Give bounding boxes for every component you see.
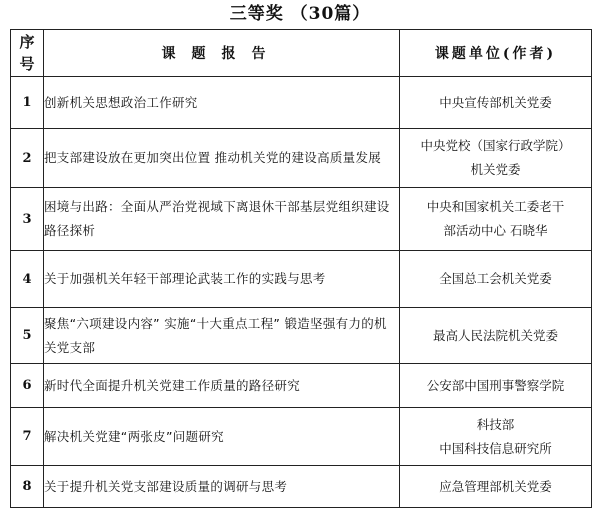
row-number: 5 xyxy=(11,308,44,364)
report-title: 创新机关思想政治工作研究 xyxy=(44,77,400,129)
report-title: 困境与出路：全面从严治党视域下离退休干部基层党组织建设路径探析 xyxy=(44,188,400,251)
awards-table xyxy=(10,29,592,508)
column-header-unit: 课题单位(作者) xyxy=(400,30,592,77)
row-number: 8 xyxy=(11,466,44,508)
report-unit xyxy=(400,364,592,408)
table-row xyxy=(11,408,592,466)
column-header-title: 课题报告 xyxy=(44,30,400,77)
table-row xyxy=(11,466,592,508)
table-row xyxy=(11,251,592,308)
table-row xyxy=(11,364,592,408)
table-row xyxy=(11,308,592,364)
report-title: 把支部建设放在更加突出位置 推动机关党的建设高质量发展 xyxy=(44,129,400,188)
award-title: 三等奖 （30篇） xyxy=(229,4,371,24)
report-unit xyxy=(400,466,592,508)
unit-line: 中央党校（国家行政学院） xyxy=(420,138,571,153)
report-unit xyxy=(400,308,592,364)
table-row xyxy=(11,129,592,188)
unit-line: 最高人民法院机关党委 xyxy=(432,327,558,343)
unit-line: 机关党委 xyxy=(470,162,521,177)
row-number: 4 xyxy=(11,251,44,308)
unit-line: 中国科技信息研究所 xyxy=(439,440,552,456)
report-title: 聚焦“六项建设内容” 实施“十大重点工程” 锻造坚强有力的机关党支部 xyxy=(44,308,400,364)
table-header-row xyxy=(11,30,592,77)
report-unit xyxy=(400,77,592,129)
table-row xyxy=(11,77,592,129)
row-number: 1 xyxy=(11,77,44,129)
report-title: 关于提升机关党支部建设质量的调研与思考 xyxy=(44,466,400,508)
unit-line: 全国总工会机关党委 xyxy=(439,271,552,286)
report-unit xyxy=(400,408,592,466)
unit-line: 中央宣传部机关党委 xyxy=(439,94,552,110)
unit-line: 部活动中心 石晓华 xyxy=(443,223,548,238)
column-header-no: 序号 xyxy=(11,30,44,77)
report-unit xyxy=(400,129,592,188)
row-number: 2 xyxy=(11,129,44,188)
unit-line: 公安部中国刑事警察学院 xyxy=(426,377,565,393)
row-number: 6 xyxy=(11,364,44,408)
report-title: 关于加强机关年轻干部理论武装工作的实践与思考 xyxy=(44,251,400,308)
unit-line: 应急管理部机关党委 xyxy=(439,478,552,494)
unit-line: 科技部 xyxy=(476,416,515,432)
table-row xyxy=(11,188,592,251)
report-title: 新时代全面提升机关党建工作质量的路径研究 xyxy=(44,364,400,408)
unit-line: 中央和国家机关工委老干 xyxy=(426,199,565,214)
report-title: 解决机关党建“两张皮”问题研究 xyxy=(44,408,400,466)
report-unit xyxy=(400,188,592,251)
row-number: 7 xyxy=(11,408,44,466)
report-unit xyxy=(400,251,592,308)
row-number: 3 xyxy=(11,188,44,251)
